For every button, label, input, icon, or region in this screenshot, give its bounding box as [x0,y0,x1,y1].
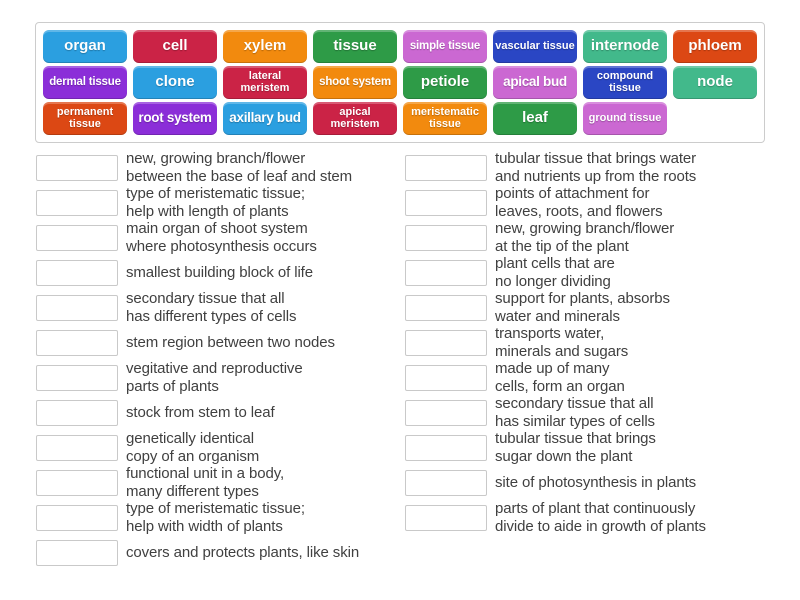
match-item [36,395,405,430]
match-item [36,430,405,465]
word-tile-node[interactable]: node [673,66,757,99]
word-tile-permanent-tissue[interactable]: permanent tissue [43,102,127,135]
answer-slot[interactable] [36,540,118,566]
definition-text: new, growing branch/flower between the base of leaf and stem [126,150,353,185]
answer-slot[interactable] [405,470,487,496]
match-item [36,325,405,360]
match-item [36,290,405,325]
definition-text: site of photosynthesis in plants [495,473,697,491]
answer-slot[interactable] [36,155,118,181]
word-bank-tiles [43,30,757,135]
definition-text: functional unit in a body, many different types [126,465,285,500]
answer-slot[interactable] [405,155,487,181]
word-tile-xylem[interactable]: xylem [223,30,307,63]
word-tile-lateral-meristem[interactable]: lateral meristem [223,66,307,99]
match-item [405,255,785,290]
answer-slot[interactable] [405,225,487,251]
definition-text: transports water, minerals and sugars [495,325,629,360]
answer-slot[interactable] [36,260,118,286]
definition-text: made up of many cells, form an organ [495,360,625,395]
word-tile-vascular-tissue[interactable]: vascular tissue [493,30,577,63]
word-tile-meristematic-tissue[interactable]: meristematic tissue [403,102,487,135]
word-tile-tissue[interactable]: tissue [313,30,397,63]
answer-slot[interactable] [405,400,487,426]
answer-slot[interactable] [405,260,487,286]
definition-text: points of attachment for leaves, roots, and flowers [495,185,663,220]
definition-text: covers and protects plants, like skin [126,543,360,561]
word-tile-phloem[interactable]: phloem [673,30,757,63]
word-tile-ground-tissue[interactable]: ground tissue [583,102,667,135]
definition-text: vegitative and reproductive parts of plants [126,360,303,395]
match-item [405,500,785,535]
word-tile-organ[interactable]: organ [43,30,127,63]
match-item [36,150,405,185]
match-up-activity [0,22,800,570]
match-item [405,395,785,430]
definition-text: genetically identical copy of an organism [126,430,260,465]
definition-text: secondary tissue that all has similar types of cells [495,395,655,430]
definition-text: tubular tissue that brings water and nutrients up from the roots [495,150,697,185]
word-tile-petiole[interactable]: petiole [403,66,487,99]
definition-text: new, growing branch/flower at the tip of the plant [495,220,675,255]
definition-text: smallest building block of life [126,263,313,281]
answer-slot[interactable] [36,225,118,251]
match-item [405,325,785,360]
match-item [36,500,405,535]
word-tile-compound-tissue[interactable]: compound tissue [583,66,667,99]
word-tile-clone[interactable]: clone [133,66,217,99]
match-item [405,185,785,220]
answer-slot[interactable] [36,470,118,496]
answer-slot[interactable] [36,365,118,391]
word-tile-root-system[interactable]: root system [133,102,217,135]
match-item [405,430,785,465]
match-item [36,360,405,395]
word-tile-cell[interactable]: cell [133,30,217,63]
answer-slot[interactable] [405,365,487,391]
answer-slot[interactable] [36,400,118,426]
answer-slot[interactable] [36,505,118,531]
word-tile-simple-tissue[interactable]: simple tissue [403,30,487,63]
match-item [405,465,785,500]
match-item [405,150,785,185]
word-tile-shoot-system[interactable]: shoot system [313,66,397,99]
answer-slot[interactable] [405,190,487,216]
match-item [36,255,405,290]
word-tile-internode[interactable]: internode [583,30,667,63]
definition-text: secondary tissue that all has different types of cells [126,290,297,325]
answer-slot[interactable] [36,330,118,356]
definitions-column-right [405,150,785,570]
definition-text: plant cells that are no longer dividing [495,255,615,290]
definition-text: parts of plant that continuously divide to aide in growth of plants [495,500,706,535]
answer-slot[interactable] [36,190,118,216]
match-item [405,360,785,395]
word-tile-dermal-tissue[interactable]: dermal tissue [43,66,127,99]
match-item [405,290,785,325]
answer-slot[interactable] [405,330,487,356]
answer-slot[interactable] [36,435,118,461]
word-tile-apical-meristem[interactable]: apical meristem [313,102,397,135]
word-tile-leaf[interactable]: leaf [493,102,577,135]
match-item [36,465,405,500]
definition-text: tubular tissue that brings sugar down the plant [495,430,656,465]
definitions-column-left [36,150,405,570]
match-item [36,535,405,570]
answer-slot[interactable] [36,295,118,321]
definition-text: type of meristematic tissue; help with length of plants [126,185,305,220]
answer-slot[interactable] [405,435,487,461]
match-item [405,220,785,255]
definition-text: stem region between two nodes [126,333,335,351]
word-tile-apical-bud[interactable]: apical bud [493,66,577,99]
match-item [36,220,405,255]
definition-text: main organ of shoot system where photosynthesis occurs [126,220,317,255]
answer-slot[interactable] [405,505,487,531]
word-bank [35,22,765,143]
definitions-area [36,150,800,570]
definition-text: support for plants, absorbs water and minerals [495,290,670,325]
answer-slot[interactable] [405,295,487,321]
definition-text: type of meristematic tissue; help with width of plants [126,500,305,535]
definition-text: stock from stem to leaf [126,403,275,421]
word-tile-axillary-bud[interactable]: axillary bud [223,102,307,135]
match-item [36,185,405,220]
